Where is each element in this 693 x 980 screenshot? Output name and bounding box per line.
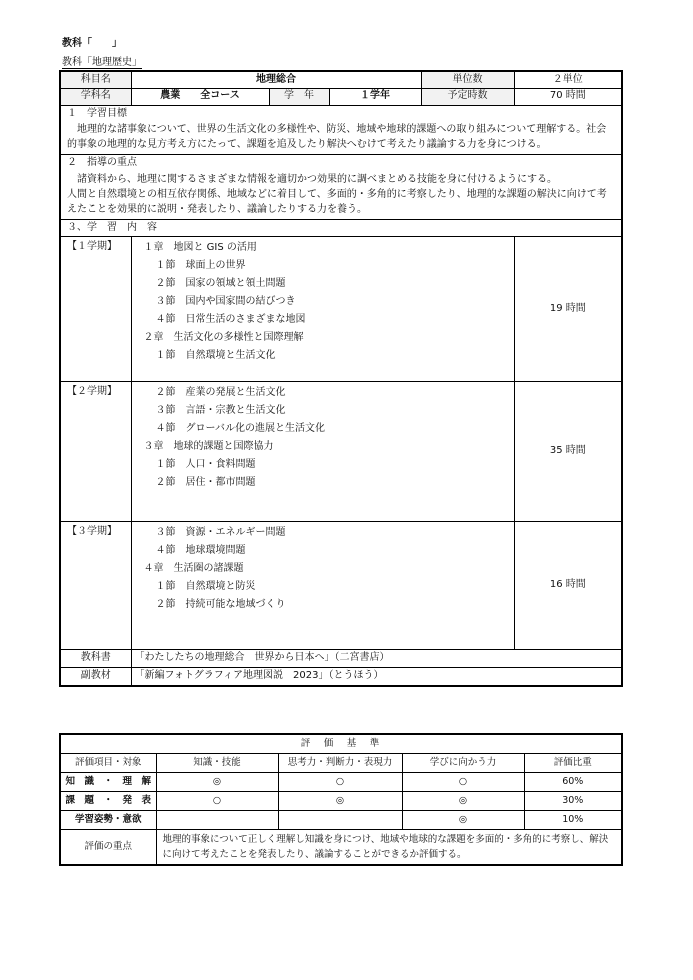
evaluation-table [59,733,623,866]
credits-value: ２単位 [514,71,622,88]
list-item: ４節 地球環境問題 [155,545,246,556]
grade-value: １学年 [329,88,421,105]
list-item: ２節 持続可能な地域づくり [155,599,286,610]
term-3-items [131,522,514,650]
eval-mark: ◎ [402,811,524,830]
eval-header: 評価比重 [524,754,622,773]
list-item: １節 球面上の世界 [155,260,246,271]
eval-weight: 10% [524,811,622,830]
points-title: ２ 指導の重点 [67,157,137,168]
content-title: ３、学 習 内 容 [60,219,622,237]
eval-mark: ○ [402,773,524,792]
eval-mark: ◎ [278,792,402,811]
eval-weight: 60% [524,773,622,792]
term-3-hours: 16 時間 [514,522,622,650]
list-item: １節 人口・食料問題 [155,459,256,470]
list-item: １節 自然環境と生活文化 [155,350,276,361]
eval-mark: ○ [278,773,402,792]
eval-header: 知識・技能 [156,754,278,773]
subject-subheading-text: 教科「地理歴史」 [62,53,142,69]
evaluation-title: 評 価 基 準 [60,734,622,754]
subject-subheading [62,53,142,69]
goals-title: １ 学習目標 [67,107,127,119]
term-1-hours: 19 時間 [514,237,622,382]
eval-mark: ◎ [402,792,524,811]
eval-mark [156,811,278,830]
goals-section [60,105,622,155]
list-item: ４章 生活圏の諸課題 [143,563,244,574]
eval-header: 学びに向かう力 [402,754,524,773]
points-section [60,155,622,220]
list-item: １章 地図と GIS の活用 [143,242,257,253]
subtext-label: 副教材 [60,668,131,686]
list-item: ３節 国内や国家間の結びつき [155,296,296,307]
focus-label: 評価の重点 [60,830,156,866]
eval-row-label: 課 題 ・ 発 表 [60,792,156,811]
eval-mark: ◎ [156,773,278,792]
term-3-label: 【３学期】 [60,522,131,650]
points-line-1: 諸資料から、地理に関するさまざまな情報を適切かつ効果的に調べまとめる技能を身に付けるようにする。 [77,173,557,185]
subject-label: 科目名 [60,71,131,88]
term-2-hours: 35 時間 [514,382,622,522]
subtext-value: 「新編フォトグラフィア地理図説 2023」（とうほう） [131,668,622,686]
term-1-label: 【１学期】 [60,237,131,382]
eval-header: 評価項目・対象 [60,754,156,773]
dept-label: 学科名 [60,88,131,105]
textbook-value: 「わたしたちの地理総合 世界から日本へ」（二宮書店） [131,650,622,668]
dept-value: 農業 全コース [131,88,269,105]
textbook-label: 教科書 [60,650,131,668]
list-item: ２章 生活文化の多様性と国際理解 [143,332,304,343]
eval-mark: ○ [156,792,278,811]
list-item: ２節 国家の領域と領土問題 [155,278,286,289]
eval-row-label: 学習姿勢・意欲 [60,811,156,830]
list-item: ３章 地球的課題と国際協力 [143,441,274,452]
points-line-2: 人間と自然環境との相互依存関係、地域などに着目して、多面的・多角的に考察したり、地理的な課題の解決に向けて考えたことを効果的に説明・発表したり、議論したりする力を養う。 [67,188,607,215]
eval-row-label: 知 識 ・ 理 解 [60,773,156,792]
hours-label: 予定時数 [421,88,514,105]
list-item: ３節 資源・エネルギー問題 [155,527,286,538]
goals-text: 地理的な諸事象について、世界の生活文化の多様性や、防災、地域や地球的課題への取り組みについて理解する。社会的事象の地理的な見方考え方にたって、課題を追及したり解決へむけて考えたり議論する力を身につける。 [67,124,607,150]
list-item: １節 自然環境と防災 [155,581,256,592]
eval-header: 思考力・判断力・表現力 [278,754,402,773]
eval-mark [278,811,402,830]
term-1-items [131,237,514,382]
list-item: ３節 言語・宗教と生活文化 [155,405,286,416]
list-item: ２節 居住・都市問題 [155,477,256,488]
term-2-items [131,382,514,522]
subject-heading: 教科「 」 [62,38,122,49]
syllabus-table [59,70,623,687]
list-item: ２節 産業の発展と生活文化 [155,387,286,398]
list-item: ４節 グローバル化の進展と生活文化 [155,423,325,434]
list-item: ４節 日常生活のさまざまな地図 [155,314,306,325]
eval-weight: 30% [524,792,622,811]
term-2-label: 【２学期】 [60,382,131,522]
hours-value: 70 時間 [514,88,622,105]
credits-label: 単位数 [421,71,514,88]
grade-label: 学 年 [269,88,329,105]
subject-value: 地理総合 [131,71,421,88]
focus-text: 地理的事象について正しく理解し知識を身につけ、地域や地球的な課題を多面的・多角的に考察し、解決に向けて考えたことを発表したり、議論することができるか評価する。 [156,830,622,866]
